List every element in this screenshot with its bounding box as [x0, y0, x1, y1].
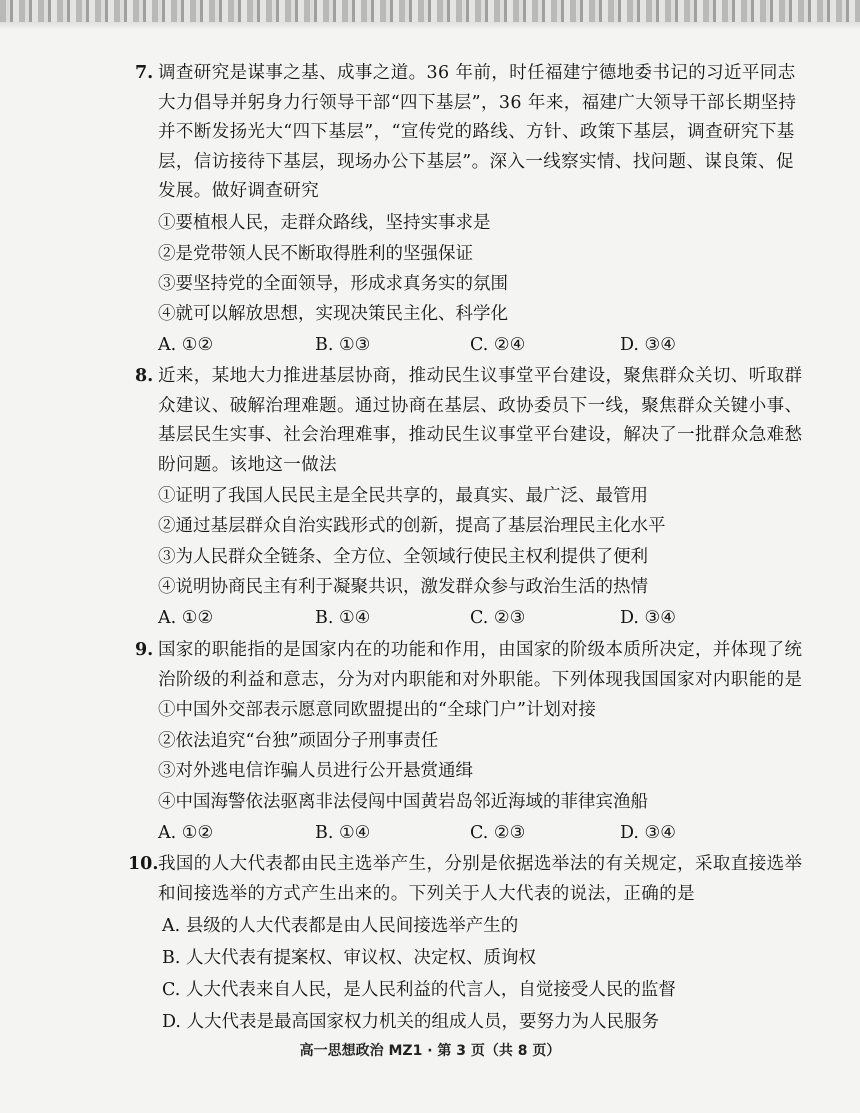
choice-c[interactable]: C. 人大代表来自人民，是人民利益的代言人，自觉接受人民的监督: [162, 980, 676, 1000]
choice-b[interactable]: B. ①③: [315, 335, 371, 355]
choice-b[interactable]: B. ①④: [315, 608, 371, 628]
question-number: 10.: [128, 854, 159, 874]
choice-d[interactable]: D. ③④: [620, 335, 676, 355]
statement-item: ③要坚持党的全面领导，形成求真务实的氛围: [158, 274, 508, 294]
choice-b[interactable]: B. ①④: [315, 823, 371, 843]
question-stem: 我国的人大代表都由民主选举产生，分别是依据选举法的有关规定，采取直接选举和间接选举的方式产生出来的。下列关于人大代表的说法，正确的是: [158, 854, 803, 904]
question-number: 7.: [135, 63, 154, 83]
statement-item: ①证明了我国人民民主是全民共享的，最真实、最广泛、最管用: [158, 486, 648, 506]
question-stem: 国家的职能指的是国家内在的功能和作用，由国家的阶级本质所决定，并体现了统治阶级的利益和意志，分为对内职能和对外职能。下列体现我国国家对内职能的是: [158, 640, 803, 690]
choice-b[interactable]: B. 人大代表有提案权、审议权、决定权、质询权: [162, 948, 536, 968]
choice-a[interactable]: A. 县级的人大代表都是由人民间接选举产生的: [162, 916, 519, 936]
statement-item: ①要植根人民，走群众路线，坚持实事求是: [158, 213, 491, 233]
statement-item: ②是党带领人民不断取得胜利的坚强保证: [158, 244, 473, 264]
statement-item: ②通过基层群众自治实践形式的创新，提高了基层治理民主化水平: [158, 516, 666, 536]
statement-item: ②依法追究“台独”顽固分子刑事责任: [158, 731, 439, 751]
choice-c[interactable]: C. ②③: [470, 823, 526, 843]
statement-item: ③为人民群众全链条、全方位、全领域行使民主权利提供了便利: [158, 547, 648, 567]
page-footer: 高一思想政治 MZ1 · 第 3 页（共 8 页）: [299, 1043, 561, 1059]
choice-a[interactable]: A. ①②: [158, 823, 214, 843]
choice-a[interactable]: A. ①②: [158, 335, 214, 355]
question-stem: 近来，某地大力推进基层协商，推动民生议事堂平台建设，聚焦群众关切、听取群众建议、破解治理难题。通过协商在基层、政协委员下一线，聚焦群众关键小事、基层民生实事、社会治理难事，推动民生议事堂平台建设，解决了一批群众急难愁盼问题。该地这一做法: [158, 366, 803, 475]
question-number: 8.: [135, 366, 154, 386]
choice-d[interactable]: D. ③④: [620, 608, 676, 628]
statement-item: ③对外逃电信诈骗人员进行公开悬赏通缉: [158, 761, 473, 781]
choice-d[interactable]: D. 人大代表是最高国家权力机关的组成人员，要努力为人民服务: [162, 1012, 660, 1032]
question-number: 9.: [135, 640, 154, 660]
choice-c[interactable]: C. ②④: [470, 335, 526, 355]
choice-c[interactable]: C. ②③: [470, 608, 526, 628]
statement-item: ④中国海警依法驱离非法侵闯中国黄岩岛邻近海域的菲律宾渔船: [158, 792, 648, 812]
choice-d[interactable]: D. ③④: [620, 823, 676, 843]
statement-item: ④说明协商民主有利于凝聚共识，激发群众参与政治生活的热情: [158, 577, 648, 597]
choice-a[interactable]: A. ①②: [158, 608, 214, 628]
statement-item: ④就可以解放思想，实现决策民主化、科学化: [158, 304, 508, 324]
statement-item: ①中国外交部表示愿意同欧盟提出的“全球门户”计划对接: [158, 700, 596, 720]
question-stem: 调查研究是谋事之基、成事之道。36 年前，时任福建宁德地委书记的习近平同志大力倡导并躬身力行领导干部“四下基层”，36 年来，福建广大领导干部长期坚持并不断发扬光大“四下基层”，“宣传党的路线、方针、政策下基层，调查研究下基层，信访接待下基层，现场办公下基层”。深入一线察实情、找问题、谋良策、促发展。做好调查研究: [158, 63, 797, 201]
